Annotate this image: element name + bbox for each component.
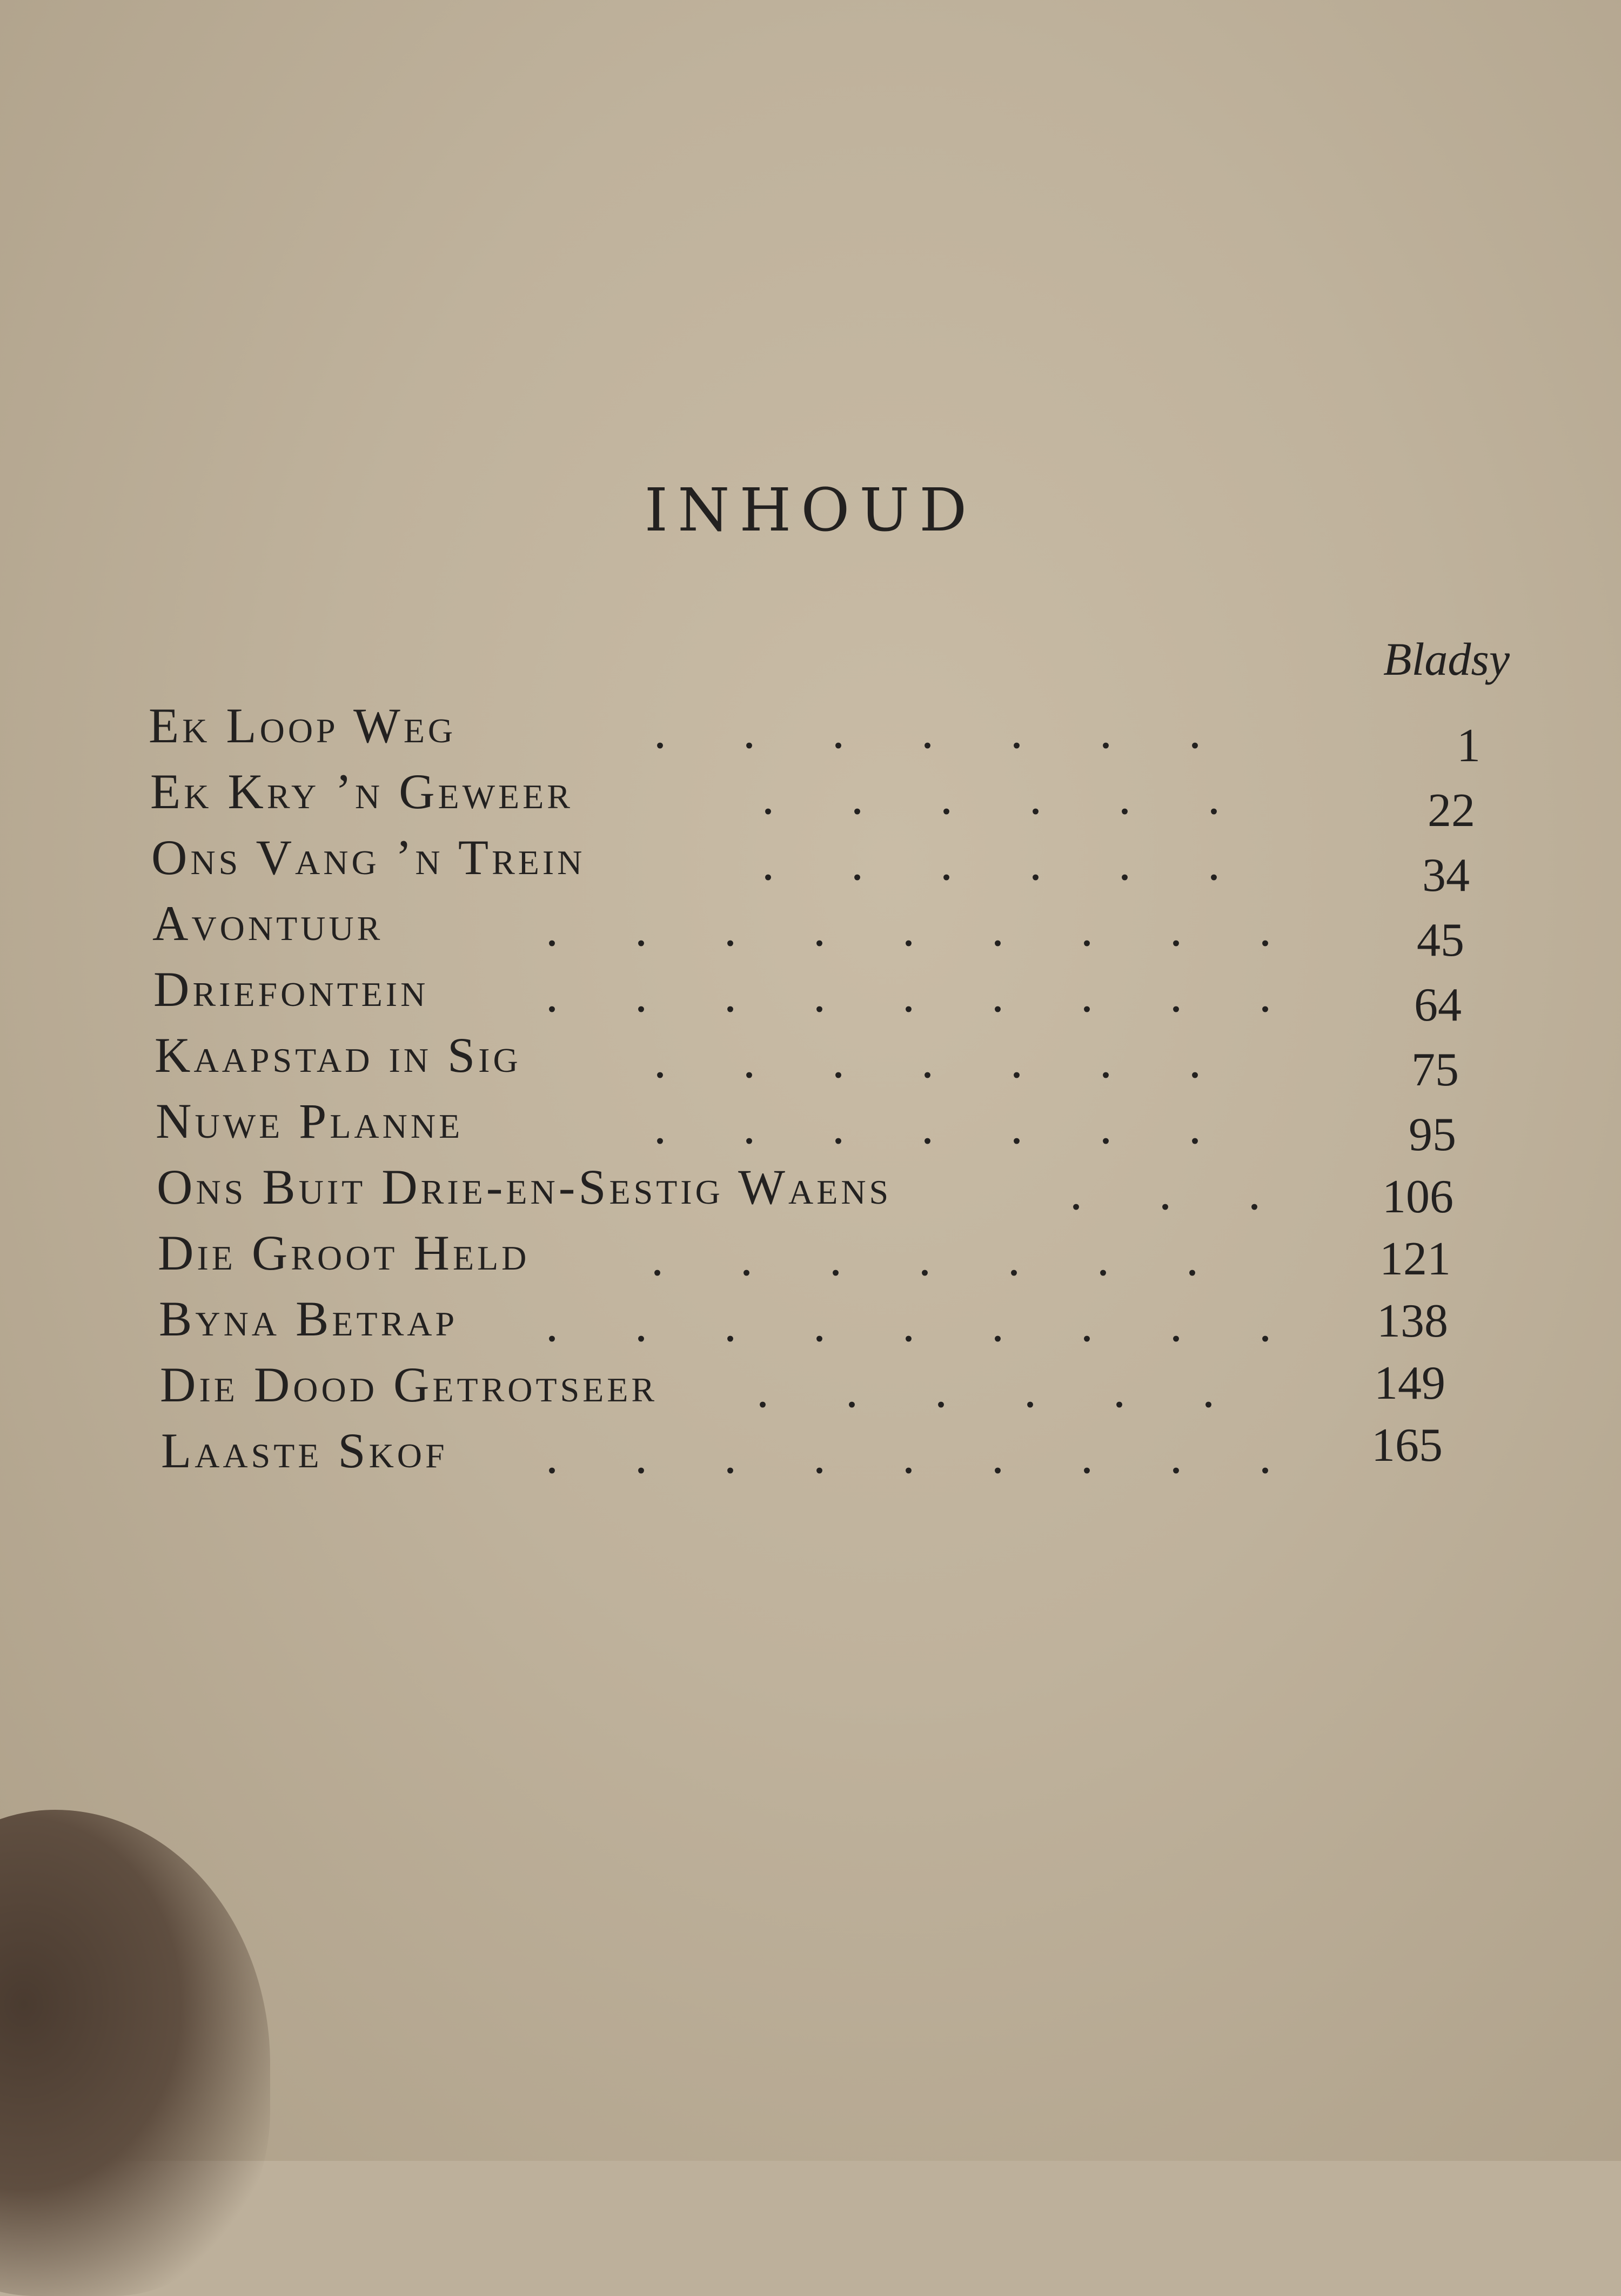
toc-entry-title: Laaste Skof	[161, 1423, 448, 1478]
toc-entry-title: Avontuur	[152, 896, 384, 951]
toc-entry-page: 75	[1411, 1044, 1459, 1096]
toc-entry-page: 149	[1374, 1357, 1445, 1409]
dot-leader: .......	[654, 1033, 1278, 1088]
page-title: INHOUD	[644, 475, 977, 545]
toc-entry-page: 34	[1422, 849, 1470, 902]
dot-leader: ......	[756, 1362, 1291, 1418]
toc-entry-page: 1	[1457, 720, 1481, 772]
dot-leader: .......	[651, 1231, 1275, 1286]
toc-entry-page: 138	[1377, 1295, 1448, 1347]
toc-entry	[155, 1026, 521, 1086]
dot-leader: .........	[546, 1428, 1348, 1483]
dot-leader: ......	[762, 835, 1297, 890]
toc-entry-title: Ons Vang ’n Trein	[151, 830, 586, 885]
toc-entry	[160, 1356, 658, 1415]
toc-entry-page: 165	[1371, 1419, 1443, 1472]
toc-entry-title: Ek Loop Weg	[149, 698, 457, 753]
toc-entry-page: 121	[1379, 1233, 1451, 1285]
dot-leader: .........	[546, 901, 1348, 956]
dot-leader: .........	[546, 1297, 1348, 1352]
toc-entry	[156, 1092, 463, 1152]
toc-entry	[157, 1158, 892, 1218]
toc-entry-page: 22	[1428, 784, 1475, 837]
toc-entry-title: Ek Kry ’n Geweer	[150, 764, 573, 819]
toc-entry-page: 45	[1417, 914, 1464, 966]
page-column-header: Bladsy	[1383, 633, 1510, 685]
toc-entry	[158, 1224, 530, 1284]
dot-leader: .........	[546, 967, 1348, 1022]
toc-entry	[159, 1290, 458, 1350]
toc-entry-title: Driefontein	[153, 962, 429, 1017]
toc-entry-title: Die Groot Held	[158, 1225, 530, 1280]
toc-entry-page: 64	[1414, 979, 1462, 1031]
toc-entry	[153, 961, 428, 1020]
toc-entry-title: Byna Betrap	[159, 1291, 458, 1346]
toc-entry-page: 106	[1382, 1171, 1453, 1223]
dot-leader: ......	[762, 769, 1297, 824]
toc-entry	[149, 697, 456, 756]
toc-entry-title: Ons Buit Drie-en-Sestig Waens	[157, 1159, 892, 1214]
toc-entry-page: 95	[1409, 1109, 1456, 1161]
dot-leader: .......	[654, 703, 1278, 758]
toc-entry	[150, 763, 573, 822]
toc-entry-title: Kaapstad in Sig	[155, 1028, 521, 1083]
toc-entry	[161, 1422, 448, 1481]
toc-entry	[152, 895, 383, 954]
toc-entry	[151, 829, 585, 888]
toc-entry-title: Die Dood Getrotseer	[160, 1357, 658, 1412]
toc-entry-title: Nuwe Planne	[156, 1093, 464, 1149]
dot-leader: ...	[1070, 1165, 1337, 1220]
dot-leader: .......	[654, 1099, 1278, 1154]
